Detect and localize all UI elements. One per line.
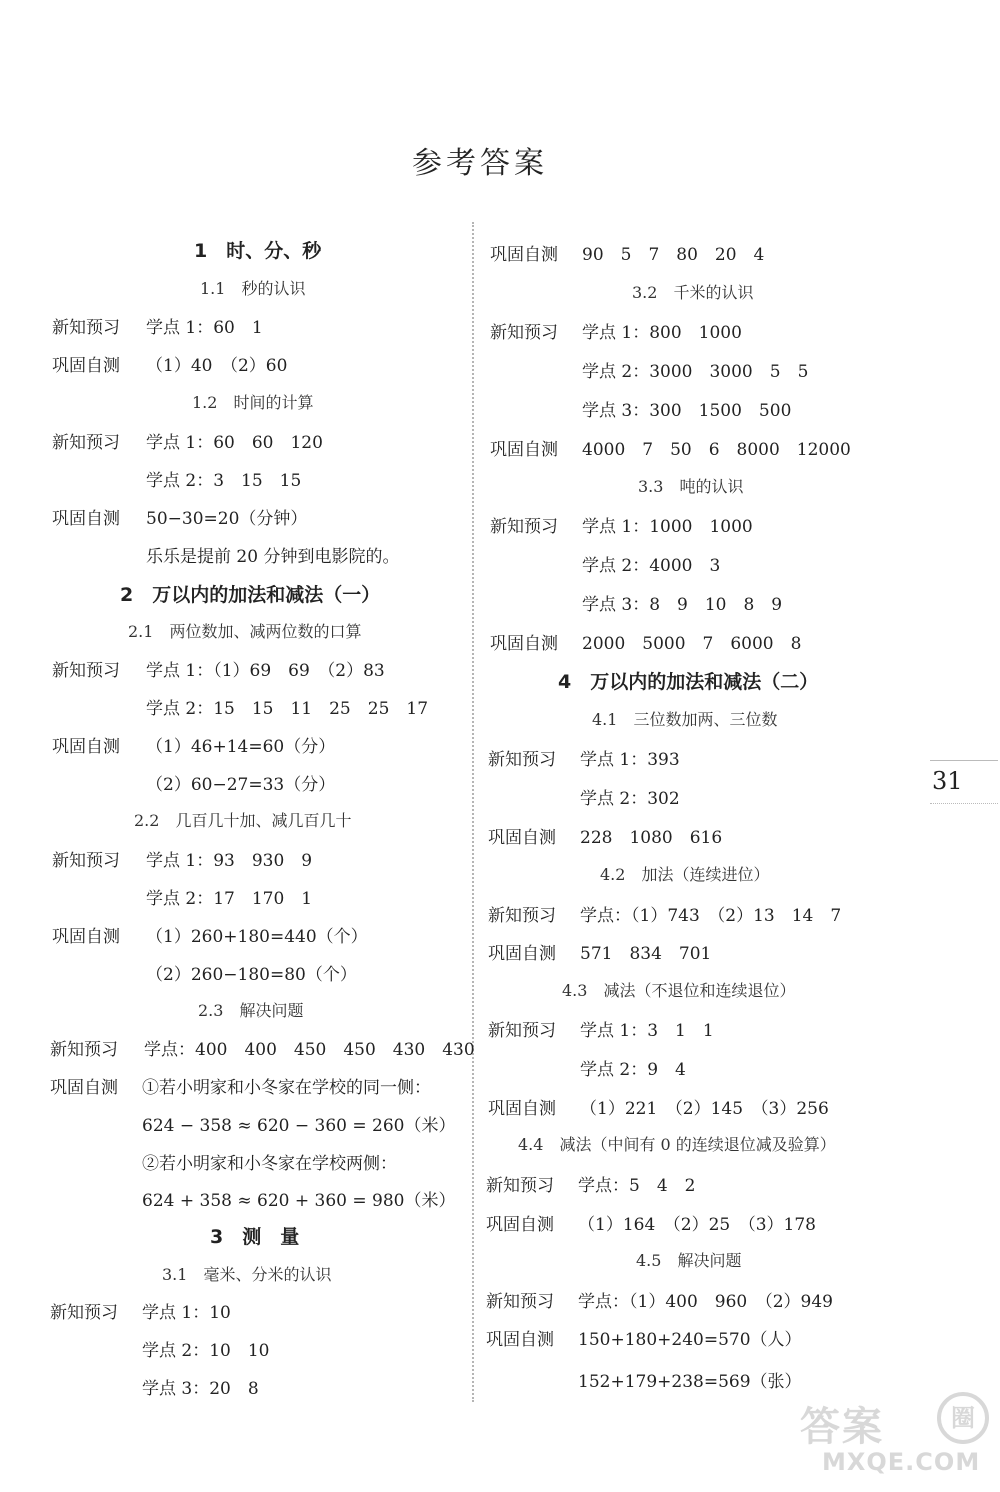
row-label: 新知预习 (488, 1021, 556, 1041)
row-label: 巩固自测 (488, 944, 556, 964)
row-label: 新知预习 (52, 851, 120, 871)
row-label: 新知预习 (52, 318, 120, 338)
row-answer: 228 1080 616 (580, 828, 723, 848)
section-heading-1-2: 1.2 时间的计算 (192, 393, 314, 412)
row-label: 巩固自测 (486, 1330, 554, 1350)
row-label: 巩固自测 (52, 509, 120, 529)
row-label: 新知预习 (488, 750, 556, 770)
row-answer: （1）260+180=440（个） (146, 927, 368, 947)
section-heading-2-3: 2.3 解决问题 (198, 1001, 304, 1020)
row-answer: 学点 3：8 9 10 8 9 (582, 595, 783, 615)
row-answer: （2）60−27=33（分） (146, 775, 336, 795)
row-answer: 学点：400 400 450 450 430 430 (144, 1040, 475, 1060)
row-label: 新知预习 (486, 1176, 554, 1196)
chapter-heading-3: 3 测 量 (210, 1226, 300, 1248)
page-title: 参考答案 (412, 146, 548, 181)
row-answer: 571 834 701 (580, 944, 712, 964)
row-answer: ②若小明家和小冬家在学校两侧： (142, 1154, 397, 1174)
section-heading-4-4: 4.4 减法（中间有 0 的连续退位减及验算） (518, 1135, 836, 1154)
watermark-url: MXQE.COM (822, 1448, 981, 1476)
row-label: 巩固自测 (490, 440, 558, 460)
row-answer: 学点 1：393 (580, 750, 680, 770)
row-answer: 2000 5000 7 6000 8 (582, 634, 802, 654)
row-answer: 学点：（1）743 （2）13 14 7 (580, 906, 842, 926)
row-label: 新知预习 (50, 1303, 118, 1323)
row-label: 巩固自测 (490, 245, 558, 265)
page-number: 31 (932, 767, 963, 795)
row-answer: （2）260−180=80（个） (146, 965, 357, 985)
row-answer: 乐乐是提前 20 分钟到电影院的。 (146, 547, 400, 567)
chapter-heading-2: 2 万以内的加法和减法（一） (120, 584, 381, 606)
row-label: 新知预习 (490, 517, 558, 537)
section-heading-3-1: 3.1 毫米、分米的认识 (162, 1265, 332, 1284)
section-heading-1-1: 1.1 秒的认识 (200, 279, 306, 298)
row-answer: 学点 3：300 1500 500 (582, 401, 792, 421)
column-divider (472, 222, 474, 1402)
row-answer: 学点：（1）400 960 （2）949 (578, 1292, 833, 1312)
row-answer: 学点 2：302 (580, 789, 680, 809)
row-answer: 学点 1：（1）69 69 （2）83 (146, 661, 385, 681)
row-answer: 150+180+240=570（人） (578, 1330, 802, 1350)
row-label: 巩固自测 (488, 1099, 556, 1119)
section-heading-3-3: 3.3 吨的认识 (638, 477, 744, 496)
row-answer: 学点 1：60 60 120 (146, 433, 323, 453)
section-heading-4-5: 4.5 解决问题 (636, 1251, 742, 1270)
section-heading-2-1: 2.1 两位数加、减两位数的口算 (128, 622, 362, 641)
row-answer: 624 + 358 ≈ 620 + 360 = 980（米） (142, 1191, 456, 1211)
row-answer: 学点 2：17 170 1 (146, 889, 313, 909)
row-answer: 学点 2：9 4 (580, 1060, 686, 1080)
row-answer: （1）164 （2）25 （3）178 (578, 1215, 816, 1235)
row-answer: 学点 2：15 15 11 25 25 17 (146, 699, 429, 719)
row-answer: 学点 2：3 15 15 (146, 471, 302, 491)
row-answer: 学点 3：20 8 (142, 1379, 259, 1399)
row-answer: （1）46+14=60（分） (146, 737, 336, 757)
row-answer: 学点 1：60 1 (146, 318, 263, 338)
row-label: 新知预习 (52, 661, 120, 681)
row-answer: 学点 2：3000 3000 5 5 (582, 362, 809, 382)
row-label: 新知预习 (486, 1292, 554, 1312)
row-answer: 152+179+238=569（张） (578, 1372, 802, 1392)
watermark-logo-text: 答案 (800, 1404, 884, 1450)
section-heading-4-3: 4.3 减法（不退位和连续退位） (562, 981, 796, 1000)
row-label: 巩固自测 (52, 356, 120, 376)
row-label: 新知预习 (52, 433, 120, 453)
row-answer: 学点 2：10 10 (142, 1341, 270, 1361)
row-answer: 学点 1：10 (142, 1303, 231, 1323)
row-label: 巩固自测 (50, 1078, 118, 1098)
row-answer: 4000 7 50 6 8000 12000 (582, 440, 851, 460)
row-answer: ①若小明家和小冬家在学校的同一侧： (142, 1078, 431, 1098)
row-answer: 学点 1：1000 1000 (582, 517, 753, 537)
section-heading-4-1: 4.1 三位数加两、三位数 (592, 710, 778, 729)
row-label: 巩固自测 (486, 1215, 554, 1235)
row-answer: 90 5 7 80 20 4 (582, 245, 765, 265)
page-number-rule-top (930, 760, 998, 761)
row-answer: 学点：5 4 2 (578, 1176, 696, 1196)
row-answer: 624 − 358 ≈ 620 − 360 = 260（米） (142, 1116, 456, 1136)
row-label: 巩固自测 (488, 828, 556, 848)
row-answer: 学点 1：800 1000 (582, 323, 742, 343)
chapter-heading-4: 4 万以内的加法和减法（二） (558, 671, 819, 693)
row-label: 新知预习 (490, 323, 558, 343)
row-answer: 学点 1：3 1 1 (580, 1021, 714, 1041)
row-answer: 50−30=20（分钟） (146, 509, 308, 529)
watermark-circle-icon: 圈 (937, 1392, 989, 1444)
row-label: 新知预习 (50, 1040, 118, 1060)
row-answer: （1）221 （2）145 （3）256 (580, 1099, 829, 1119)
row-label: 新知预习 (488, 906, 556, 926)
row-label: 巩固自测 (52, 927, 120, 947)
row-answer: 学点 1：93 930 9 (146, 851, 313, 871)
row-label: 巩固自测 (52, 737, 120, 757)
section-heading-4-2: 4.2 加法（连续进位） (600, 865, 770, 884)
row-label: 巩固自测 (490, 634, 558, 654)
page-number-rule-bottom (930, 803, 998, 804)
section-heading-3-2: 3.2 千米的认识 (632, 283, 754, 302)
section-heading-2-2: 2.2 几百几十加、减几百几十 (134, 811, 352, 830)
row-answer: 学点 2：4000 3 (582, 556, 721, 576)
chapter-heading-1: 1 时、分、秒 (194, 240, 322, 262)
row-answer: （1）40 （2）60 (146, 356, 288, 376)
